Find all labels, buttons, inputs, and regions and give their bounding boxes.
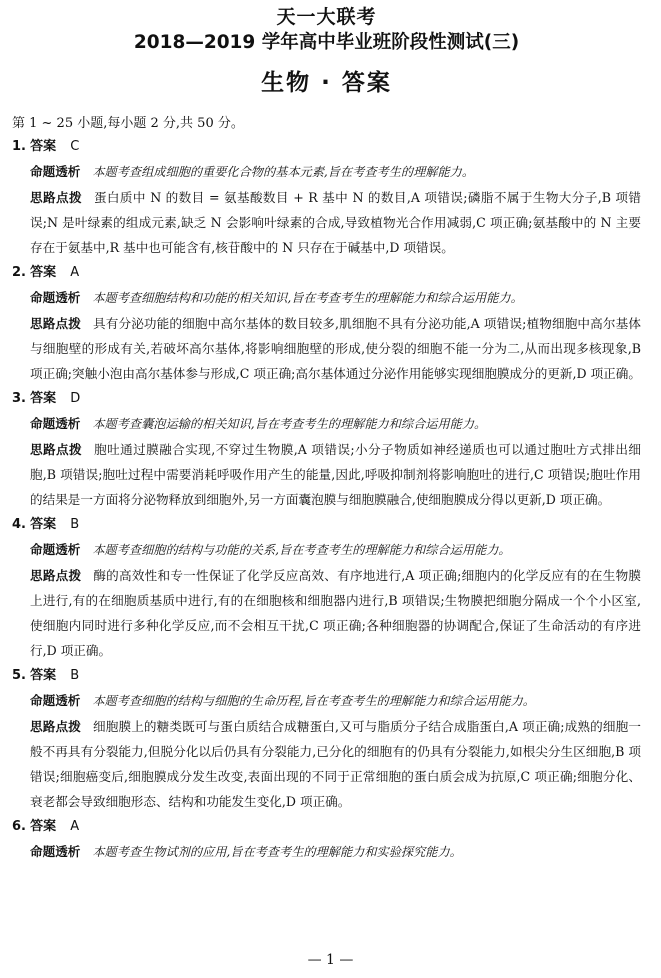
analysis-label: 命题透析 bbox=[30, 844, 81, 859]
question-header bbox=[12, 814, 641, 839]
tips-text: 细胞膜上的糖类既可与蛋白质结合成糖蛋白,又可与脂质分子结合成脂蛋白,A 项正确;成熟的细胞一般不再具有分裂能力,但脱分化以后仍具有分裂能力,已分化的细胞有的仍具有分裂能力,如根尖分生区细胞,B 项错误;细胞癌变后,细胞膜成分发生改变,表面出现的不同于正常细胞的蛋白质会成为抗原,C 项正确;细胞分化、衰老都会导致细胞形态、结构和功能发生变化,D 项正确。 bbox=[30, 719, 641, 809]
question-block bbox=[12, 512, 641, 663]
tips-label: 思路点拨 bbox=[30, 442, 83, 457]
analysis-label: 命题透析 bbox=[30, 693, 81, 708]
answer-label: 答案 bbox=[30, 391, 57, 406]
analysis-row bbox=[12, 839, 641, 865]
tips-row bbox=[12, 563, 641, 663]
answer-label: 答案 bbox=[30, 517, 57, 532]
question-number: 5. bbox=[12, 668, 26, 683]
page-number: — 1 — bbox=[307, 952, 354, 968]
question-number: 1. bbox=[12, 139, 26, 154]
analysis-label: 命题透析 bbox=[30, 290, 81, 305]
organization-name: 天一大联考 bbox=[276, 6, 377, 28]
answer-value: A bbox=[70, 265, 80, 280]
answer-value: A bbox=[70, 819, 80, 834]
tips-row bbox=[12, 185, 641, 260]
tips-row bbox=[12, 714, 641, 814]
tips-label: 思路点拨 bbox=[30, 719, 81, 734]
tips-text: 蛋白质中 N 的数目 = 氨基酸数目 + R 基中 N 的数目,A 项错误;磷脂不属于生物大分子,B 项错误;N 是叶绿素的组成元素,缺乏 N 会影响叶绿素的合成,导致植物光合作用减弱,C 项正确;氨基酸中的 N 主要存在于氨基中,R 基中也可能含有,核苷酸中的 N 只存在于碱基中,D 项错误。 bbox=[30, 190, 641, 255]
question-number: 4. bbox=[12, 517, 26, 532]
tips-row bbox=[12, 311, 641, 386]
question-block bbox=[12, 260, 641, 386]
tips-label: 思路点拨 bbox=[30, 316, 81, 331]
question-header bbox=[12, 512, 641, 537]
analysis-row bbox=[12, 411, 641, 437]
question-block bbox=[12, 663, 641, 814]
document-header bbox=[12, 4, 641, 98]
analysis-label: 命题透析 bbox=[30, 164, 81, 179]
question-number: 2. bbox=[12, 265, 26, 280]
question-block bbox=[12, 386, 641, 512]
tips-text: 酶的高效性和专一性保证了化学反应高效、有序地进行,A 项正确;细胞内的化学反应有的在生物膜上进行,有的在细胞质基质中进行,有的在细胞核和细胞器内进行,B 项错误;生物膜把细胞分隔成一个个小区室,使细胞内同时进行多种化学反应,而不会相互干扰,C 项正确;各种细胞器的协调配合,保证了生命活动的有序进行,D 项正确。 bbox=[30, 568, 641, 658]
answer-label: 答案 bbox=[30, 819, 57, 834]
tips-row bbox=[12, 437, 641, 512]
analysis-row bbox=[12, 285, 641, 311]
question-header bbox=[12, 134, 641, 159]
question-header bbox=[12, 260, 641, 285]
answer-value: B bbox=[70, 517, 80, 532]
analysis-row bbox=[12, 537, 641, 563]
question-number: 3. bbox=[12, 391, 26, 406]
answer-label: 答案 bbox=[30, 139, 57, 154]
analysis-text: 本题考查细胞结构和功能的相关知识,旨在考查考生的理解能力和综合运用能力。 bbox=[92, 291, 523, 305]
analysis-row bbox=[12, 159, 641, 185]
analysis-text: 本题考查生物试剂的应用,旨在考查考生的理解能力和实验探究能力。 bbox=[92, 845, 462, 859]
answer-value: D bbox=[70, 391, 81, 406]
analysis-text: 本题考查细胞的结构与细胞的生命历程,旨在考查考生的理解能力和综合运用能力。 bbox=[92, 694, 535, 708]
answer-value: B bbox=[70, 668, 80, 683]
exam-title: 2018—2019 学年高中毕业班阶段性测试(三) bbox=[133, 32, 520, 53]
analysis-label: 命题透析 bbox=[30, 542, 81, 557]
subject-title: 生物 · 答案 bbox=[261, 70, 392, 96]
tips-text: 具有分泌功能的细胞中高尔基体的数目较多,肌细胞不具有分泌功能,A 项错误;植物细胞中高尔基体与细胞壁的形成有关,若破坏高尔基体,将影响细胞壁的形成,使分裂的细胞不能一分为二,从而出现多核现象,B 项正确;突触小泡由高尔基体参与形成,C 项正确;高尔基体通过分泌作用能够实现细胞膜成分的更新,D 项正确。 bbox=[30, 316, 641, 381]
answer-value: C bbox=[70, 139, 80, 154]
tips-label: 思路点拨 bbox=[30, 568, 82, 583]
section-intro: 第 1 ~ 25 小题,每小题 2 分,共 50 分。 bbox=[12, 116, 244, 131]
analysis-row bbox=[12, 688, 641, 714]
answer-label: 答案 bbox=[30, 265, 57, 280]
question-block bbox=[12, 814, 641, 865]
analysis-text: 本题考查囊泡运输的相关知识,旨在考查考生的理解能力和综合运用能力。 bbox=[92, 417, 487, 431]
answer-label: 答案 bbox=[30, 668, 57, 683]
question-block bbox=[12, 134, 641, 260]
analysis-text: 本题考查组成细胞的重要化合物的基本元素,旨在考查考生的理解能力。 bbox=[92, 165, 475, 179]
question-header bbox=[12, 386, 641, 411]
question-number: 6. bbox=[12, 819, 26, 834]
tips-label: 思路点拨 bbox=[30, 190, 82, 205]
analysis-text: 本题考查细胞的结构与功能的关系,旨在考查考生的理解能力和综合运用能力。 bbox=[92, 543, 511, 557]
question-header bbox=[12, 663, 641, 688]
tips-text: 胞吐通过膜融合实现,不穿过生物膜,A 项错误;小分子物质如神经递质也可以通过胞吐方式排出细胞,B 项错误;胞吐过程中需要消耗呼吸作用产生的能量,因此,呼吸抑制剂将影响胞吐的进行,C 项错误;胞吐作用的结果是一方面将分泌物释放到细胞外,另一方面囊泡膜与细胞膜融合,使细胞膜成分得以更新,D 项正确。 bbox=[30, 442, 641, 507]
analysis-label: 命题透析 bbox=[30, 416, 81, 431]
